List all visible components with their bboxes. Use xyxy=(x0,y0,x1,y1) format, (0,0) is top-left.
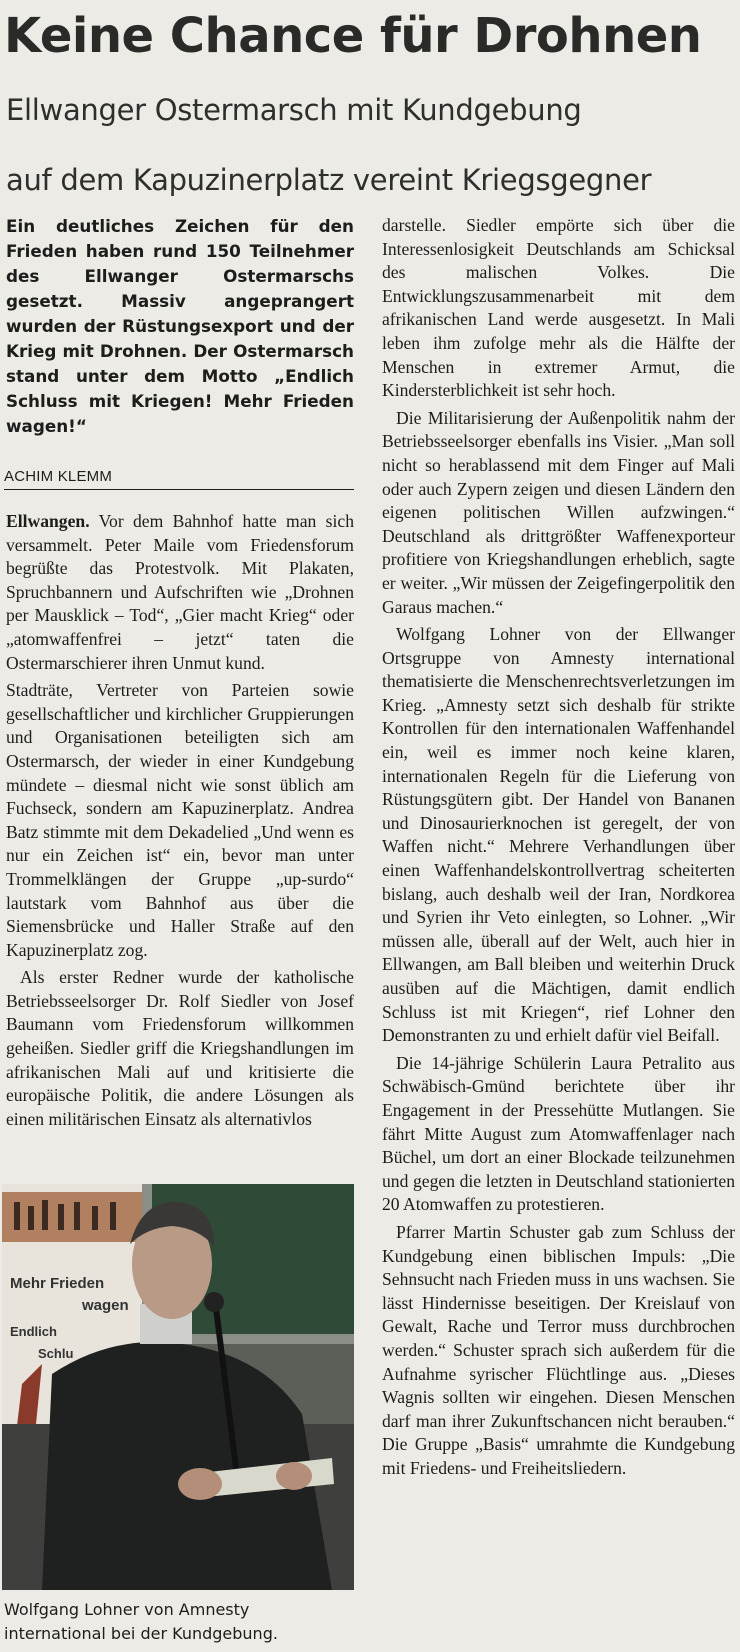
banner-text: wagen xyxy=(82,1297,129,1314)
photo-caption: Wolfgang Lohner von Amnesty international bei der Kundgebung. xyxy=(4,1600,278,1643)
body-paragraph: Wolfgang Lohner von der Ellwanger Ortsgruppe von Amnesty international thematisierte die Menschenrechtsverletzungen im Krieg. „Amnesty setzt sich deshalb für strikte Kontrollen für den internationalen Waffenhandel ein, weil es immer noch keine klaren, internationalen Regeln für die Lieferung von Rüstungsgütern gibt. Der Handel von Bananen und Dinosaurierknochen ist geregelt, der von Waffen nicht.“ Mehrere Verhandlungen über einen Waffenhandelskontrollvertrag scheiterten bislang, auch deshalb weil der Iran, Nordkorea und Syrien ihr Veto einlegten, so Lohner. „Wir müssen alle, überall auf der Welt, auch hier in Ellwangen, am Ball bleiben und weiterhin Druck ausüben auf die Mächtigen, damit endlich Schluss ist mit Kriegen“, rief Lohner den Demonstranten zu und erhielt dafür viel Beifall. xyxy=(382,624,735,1046)
subheadline-1: Ellwanger Ostermarsch mit Kundgebung xyxy=(6,93,582,127)
body-column-left xyxy=(6,510,354,1131)
lead-paragraph: Ein deutliches Zeichen für den Frieden haben rund 150 Teilnehmer des Ellwanger Ostermarschs gesetzt. Massiv angeprangert wurden der Rüstungsexport und der Krieg mit Drohnen. Der Ostermarsch stand unter dem Motto „Endlich Schluss mit Kriegen! Mehr Frieden wagen!“ xyxy=(6,216,354,436)
banner-text: Endlich xyxy=(10,1324,57,1339)
body-paragraph: Als erster Redner wurde der katholische Betriebsseelsorger Dr. Rolf Siedler von Josef Baumann vom Friedensforum willkommen geheißen. Siedler griff die Kriegshandlungen im afrikanischen Mali auf und kritisierte die europäische Politik, die andere Lösungen als einen militärischen Einsatz als alternativlos xyxy=(6,967,354,1129)
subheadline-2: auf dem Kapuzinerplatz vereint Kriegsgegner xyxy=(6,163,652,197)
body-paragraph: Die 14-jährige Schülerin Laura Petralito aus Schwäbisch-Gmünd berichtete über ihr Engagement in der Pressehütte Mutlangen. Sie fährt Mitte August zum Atomwaffenlager nach Büchel, um dort an einer Blockade teilzunehmen und gegen die letzten in Deutschland stationierten 20 Atomwaffen zu protestieren. xyxy=(382,1052,735,1215)
body-paragraph xyxy=(6,510,354,675)
photo-illustration xyxy=(2,1184,354,1590)
paragraph-text: Vor dem Bahnhof hatte man sich versammelt. Peter Maile vom Friedensforum begrüßte das Protestvolk. Mit Plakaten, Spruchbannern und Aufschriften wie „Drohnen per Mausklick – Tod“, „Gier macht Krieg“ oder „atomwaffenfrei – jetzt“ taten die Ostermarschierer ihren Unmut kund. xyxy=(6,511,354,673)
headline: Keine Chance für Drohnen xyxy=(4,8,702,64)
body-column-right xyxy=(382,214,735,1480)
body-paragraph: Pfarrer Martin Schuster gab zum Schluss der Kundgebung einen biblischen Impuls: „Die Sehnsucht nach Frieden muss in uns wachsen. Sie lässt Hindernisse beseitigen. Der Kreislauf von Gewalt, Rache und Terror muss durchbrochen werden.“ Schuster sprach sich außerdem für die Aufnahme syrischer Flüchtlinge aus. „Dieses Wagnis sollten wir eingehen. Diesen Menschen darf man ihrer Zukunftschancen nicht berauben.“ Die Gruppe „Basis“ umrahmte die Kundgebung mit Friedens- und Freiheitsliedern. xyxy=(382,1221,735,1478)
author-byline: ACHIM KLEMM xyxy=(4,468,354,490)
banner-text: Mehr Frieden xyxy=(10,1275,105,1292)
banner-text: Schlu xyxy=(38,1346,74,1361)
body-paragraph: darstelle. Siedler empörte sich über die Interessenlosigkeit Deutschlands am Schicksal des malischen Volkes. Die Entwicklungszusammenarbeit mit dem afrikanischen Land werde ausgesetzt. In Mali leben ihm zufolge mehr als die Hälfte der Menschen in extremer Armut, die Kindersterblichkeit ist sehr hoch. xyxy=(382,215,735,401)
article-photo xyxy=(2,1184,354,1590)
body-paragraph: Die Militarisierung der Außenpolitik nahm der Betriebsseelsorger ebenfalls ins Visier. „Man soll nicht so herablassend mit dem Finger auf Mali oder auch Zypern zeigen und diesen Ländern den eigenen politischen Willen aufzwingen.“ Deutschland als drittgrößter Waffenexporteur profitiere von Kriegshandlungen erheblich, sagte er weiter. „Wir müssen der Zeigefingerpolitik den Garaus machen.“ xyxy=(382,407,735,617)
dateline: Ellwangen. xyxy=(6,511,90,531)
body-paragraph: Stadträte, Vertreter von Parteien sowie gesellschaftlicher und kirchlicher Gruppierungen und Organisationen beteiligten sich am Ostermarsch, der wieder in einer Kundgebung mündete – diesmal nicht wie sonst üblich am Fuchseck, sondern am Kapuzinerplatz. Andrea Batz stimmte mit dem Dekadelied „Und wenn es nur ein Zeichen ist“ ein, bevor man unter Trommelklängen der Gruppe „up-surdo“ lautstark vom Bahnhof aus über die Siemensbrücke und Haller Straße auf den Kapuzinerplatz zog. xyxy=(6,680,354,960)
